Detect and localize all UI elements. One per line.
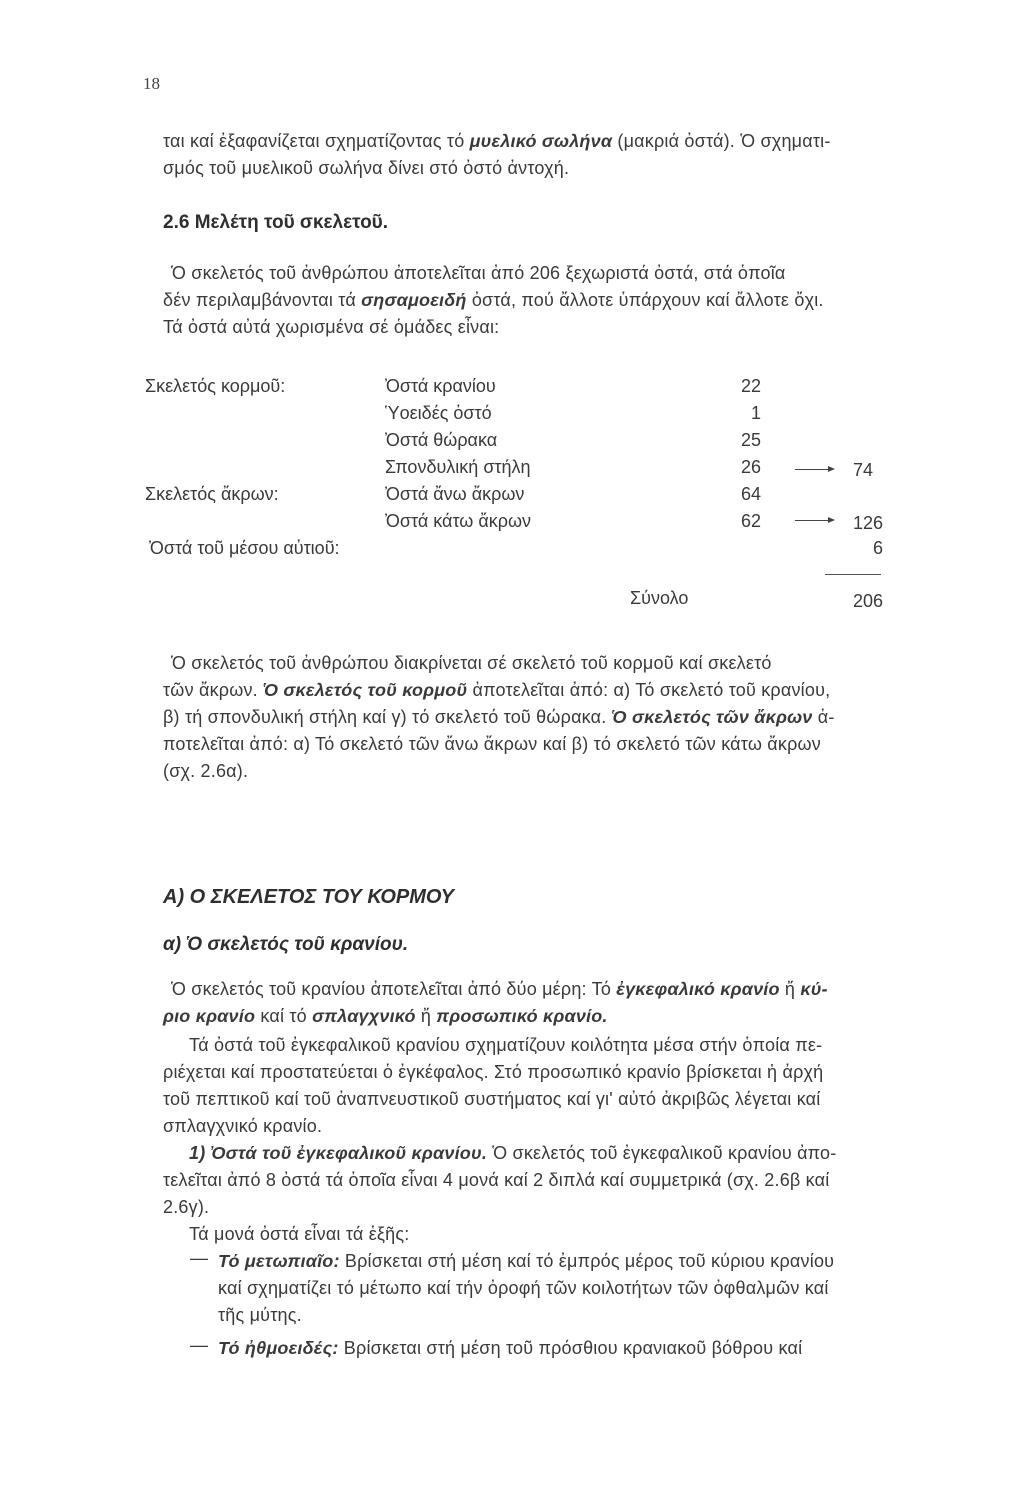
para-text: ἤ bbox=[420, 1006, 432, 1026]
para-text: ριέχεται καί προστατεύεται ὁ ἐγκέφαλος. Στό προσωπικό κρανίο βρίσκεται ἡ ἀρχή bbox=[163, 1062, 824, 1082]
para-text: Ὁ σκελετός τοῦ ἐγκεφαλικοῦ κρανίου ἀπο- bbox=[492, 1143, 837, 1163]
ear-count: 6 bbox=[872, 538, 883, 558]
table-row-name: Σπονδυλική στήλη bbox=[385, 457, 531, 477]
para-text: τελεῖται ἀπό 8 ὀστά τά ὁποῖα εἶναι 4 μονά καί 2 διπλά καί συμμετρικά (σχ. 2.6β καί bbox=[163, 1170, 830, 1190]
intro-text: (μακριά ὀστά). Ὁ σχηματι- bbox=[617, 131, 831, 151]
para-text: Ὁ σκελετός τοῦ κρανίου ἀποτελεῖται ἀπό δύο μέρη: Τό bbox=[171, 979, 612, 999]
list-dash: — bbox=[190, 1335, 208, 1355]
cerebral-bones-paragraph bbox=[163, 1140, 981, 1248]
table-row-name: Ὀστά ἄνω ἄκρων bbox=[385, 484, 525, 504]
page-number: 18 bbox=[143, 74, 160, 93]
section-title: 2.6 Μελέτη τοῦ σκελετοῦ. bbox=[163, 212, 389, 233]
arrow-icon bbox=[795, 520, 833, 521]
total-label: Σύνολο bbox=[630, 588, 689, 608]
section-text: δέν περιλαμβάνονται τά bbox=[163, 290, 356, 310]
arrow-icon bbox=[795, 469, 833, 470]
table-row-count: 25 bbox=[740, 430, 761, 450]
sub-heading: α) Ὁ σκελετός τοῦ κρανίου. bbox=[163, 934, 409, 955]
cranium-function-paragraph bbox=[163, 1032, 981, 1140]
sum-rule bbox=[825, 574, 881, 575]
para-text: Τά ὀστά τοῦ ἐγκεφαλικοῦ κρανίου σχηματίζουν κοιλότητα μέσα στήν ὁποία πε- bbox=[189, 1035, 823, 1055]
list-text: τῆς μύτης. bbox=[218, 1305, 302, 1325]
group-ear-label: Ὀστά τοῦ μέσου αὐτιοῦ: bbox=[149, 538, 340, 558]
intro-paragraph bbox=[163, 128, 981, 182]
intro-text: ται καί ἐξαφανίζεται σχηματίζοντας τό bbox=[163, 131, 465, 151]
list-item bbox=[218, 1248, 981, 1329]
table-row-name: Ὀστά κρανίου bbox=[385, 376, 496, 396]
table-row-name: Ὑοειδές ὀστό bbox=[385, 403, 492, 423]
section-text: Ὁ σκελετός τοῦ ἀνθρώπου ἀποτελεῖται ἀπό 206 ξεχωριστά ὀστά, στά ὁποῖα bbox=[171, 263, 786, 283]
table-row-count: 1 bbox=[750, 403, 761, 423]
para-text: (σχ. 2.6α). bbox=[163, 761, 249, 781]
para-text: β) τή σπονδυλική στήλη καί γ) τό σκελετό τοῦ θώρακα. bbox=[163, 707, 607, 727]
para-term: Ὁ σκελετός τοῦ κορμοῦ bbox=[263, 680, 468, 700]
intro-text: σμός τοῦ μυελικοῦ σωλήνα δίνει στό ὀστό ἀντοχή. bbox=[163, 158, 570, 178]
table-row-count: 22 bbox=[740, 376, 761, 396]
subtotal-trunk: 74 bbox=[853, 460, 874, 480]
total-value: 206 bbox=[852, 591, 883, 611]
para-term: ἐγκεφαλικό κρανίο bbox=[616, 979, 780, 999]
para-term: 1) Ὀστά τοῦ ἐγκεφαλικοῦ κρανίου. bbox=[189, 1143, 488, 1163]
para-term: προσωπικό κρανίο. bbox=[436, 1006, 608, 1026]
para-text: Τά μονά ὀστά εἶναι τά ἑξῆς: bbox=[189, 1224, 410, 1244]
para-text: ἀποτελεῖται ἀπό: α) Τό σκελετό τοῦ κρανίου, bbox=[472, 680, 831, 700]
para-text: τῶν ἄκρων. bbox=[163, 680, 258, 700]
section-paragraph bbox=[163, 260, 981, 341]
table-row-count: 62 bbox=[740, 511, 761, 531]
group-limbs-label: Σκελετός ἄκρων: bbox=[145, 484, 279, 504]
subtotal-limbs: 126 bbox=[852, 513, 883, 533]
para-text: Ὁ σκελετός τοῦ ἀνθρώπου διακρίνεται σέ σκελετό τοῦ κορμοῦ καί σκελετό bbox=[171, 653, 772, 673]
list-item bbox=[218, 1335, 981, 1362]
para-text: ποτελεῖται ἀπό: α) Τό σκελετό τῶν ἄνω ἄκρων καί β) τό σκελετό τῶν κάτω ἄκρων bbox=[163, 734, 821, 754]
section-term: σησαμοειδή bbox=[361, 290, 467, 310]
para-term: κύ- bbox=[800, 979, 828, 999]
skeleton-division-paragraph bbox=[163, 650, 981, 785]
group-trunk-label: Σκελετός κορμοῦ: bbox=[145, 376, 286, 396]
list-text: Βρίσκεται στή μέση καί τό ἐμπρός μέρος τοῦ κύριου κρανίου bbox=[344, 1251, 835, 1271]
para-term: σπλαγχνικό bbox=[312, 1006, 416, 1026]
list-term: Τό ἠθμοειδές: bbox=[218, 1338, 339, 1358]
para-text: ἀ- bbox=[817, 707, 835, 727]
list-dash: — bbox=[190, 1248, 208, 1268]
list-term: Τό μετωπιαῖο: bbox=[218, 1251, 340, 1271]
chapter-heading: Α) Ο ΣΚΕΛΕΤΟΣ ΤΟΥ ΚΟΡΜΟΥ bbox=[163, 886, 454, 908]
bone-count-table bbox=[145, 376, 923, 616]
list-text: καί σχηματίζει τό μέτωπο καί τήν ὀροφή τῶν κοιλοτήτων τῶν ὀφθαλμῶν καί bbox=[218, 1278, 829, 1298]
para-term: Ὁ σκελετός τῶν ἄκρων bbox=[611, 707, 813, 727]
intro-term: μυελικό σωλήνα bbox=[469, 131, 613, 151]
para-term: ριο κρανίο bbox=[163, 1006, 256, 1026]
cranium-parts-paragraph bbox=[163, 976, 981, 1030]
para-text: σπλαγχνικό κρανίο. bbox=[163, 1116, 323, 1136]
table-row-count: 64 bbox=[740, 484, 761, 504]
para-text: 2.6γ). bbox=[163, 1197, 210, 1217]
para-text: ἤ bbox=[784, 979, 796, 999]
section-text: Τά ὀστά αὐτά χωρισμένα σέ ὁμάδες εἶναι: bbox=[163, 317, 500, 337]
para-text: τοῦ πεπτικοῦ καί τοῦ ἀναπνευστικοῦ συστήματος καί γι' αὐτό ἀκριβῶς λέγεται καί bbox=[163, 1089, 821, 1109]
para-text: καί τό bbox=[260, 1006, 307, 1026]
table-row-name: Ὀστά θώρακα bbox=[385, 430, 498, 450]
section-text: ὀστά, πού ἄλλοτε ὑπάρχουν καί ἄλλοτε ὄχι. bbox=[471, 290, 824, 310]
table-row-count: 26 bbox=[740, 457, 761, 477]
list-text: Βρίσκεται στή μέση τοῦ πρόσθιου κρανιακοῦ βόθρου καί bbox=[343, 1338, 803, 1358]
table-row-name: Ὀστά κάτω ἄκρων bbox=[385, 511, 532, 531]
